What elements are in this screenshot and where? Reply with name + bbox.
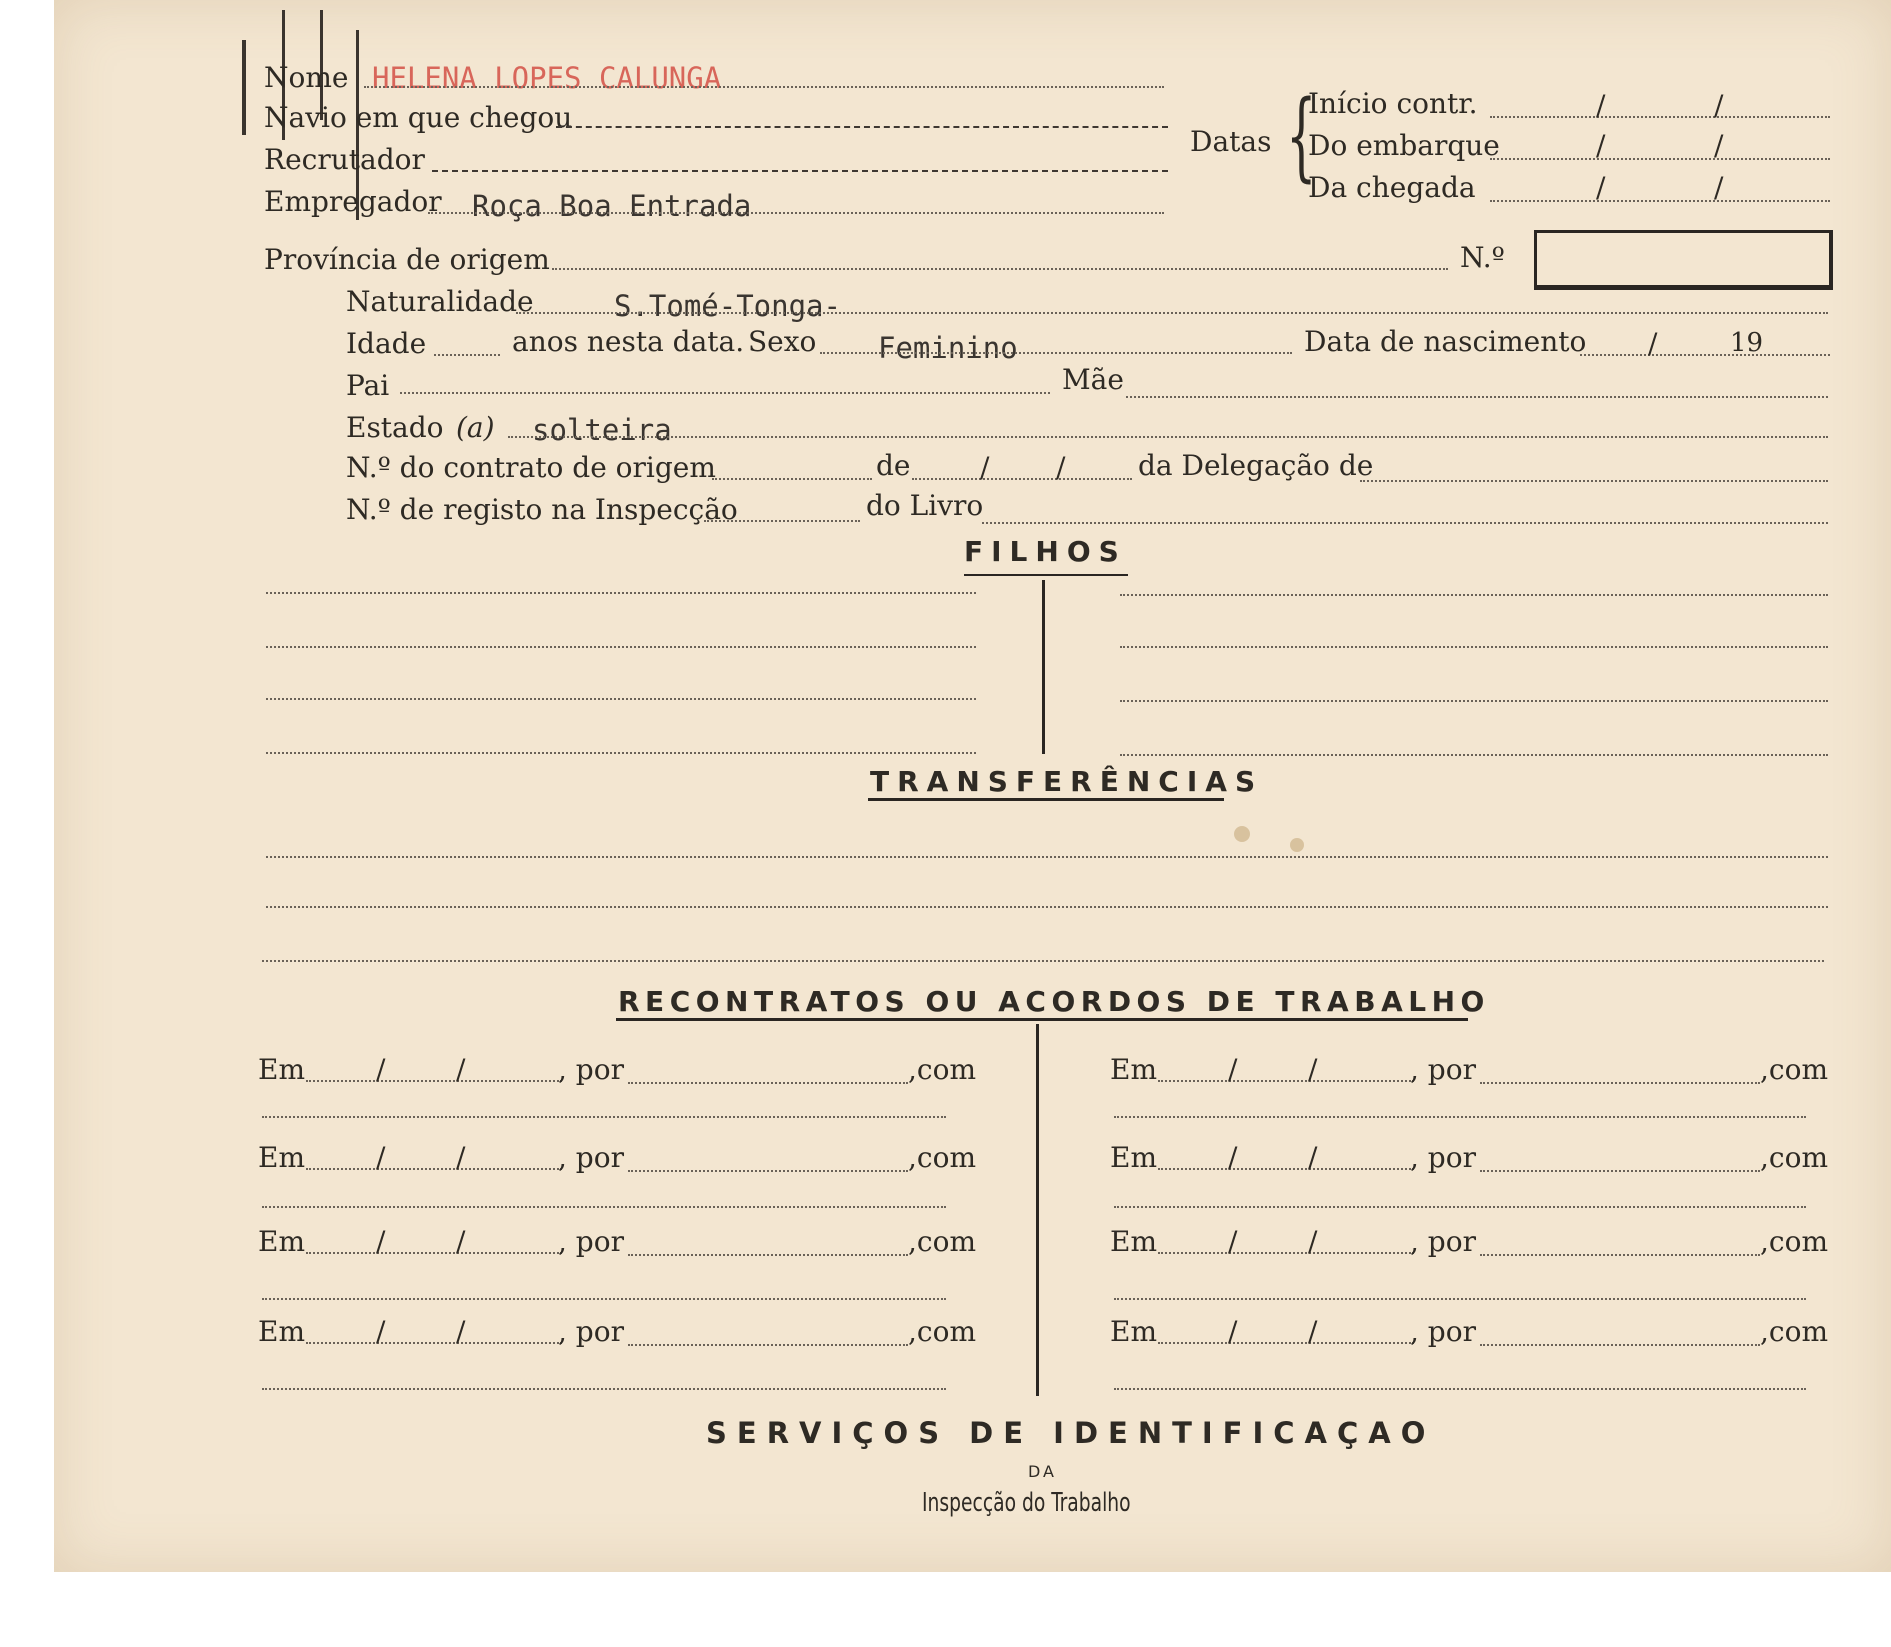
empregador-label: Empregador: [264, 185, 442, 218]
recontrato-date-line: [1158, 1252, 1414, 1254]
recontrato-por-line: [1480, 1170, 1760, 1172]
idade-line: [434, 354, 500, 356]
recontrato-em-label: Em: [258, 1315, 305, 1348]
naturalidade-value: S.Tomé-Tonga-: [614, 289, 841, 323]
transferencias-line: [266, 856, 1828, 858]
recontrato-por-label: , por: [1410, 1315, 1476, 1348]
estado-label: Estado: [346, 411, 444, 444]
transferencias-heading: TRANSFERÊNCIAS: [870, 765, 1264, 798]
slash: /: [1596, 89, 1606, 122]
navio-line: [556, 126, 1168, 128]
slash: /: [376, 1053, 386, 1086]
recontrato-continuation-line: [1114, 1116, 1806, 1118]
slash: /: [1308, 1315, 1318, 1348]
filhos-line: [1120, 594, 1828, 596]
slash: /: [456, 1225, 466, 1258]
sexo-line: [820, 352, 1292, 354]
recrutador-label: Recrutador: [264, 143, 425, 176]
recontrato-com-label: ,com: [1760, 1141, 1828, 1174]
delegacao-label: da Delegação de: [1138, 449, 1374, 482]
footer-da: DA: [1028, 1462, 1057, 1481]
slash: /: [980, 451, 990, 484]
recontrato-date-line: [1158, 1168, 1414, 1170]
recontrato-continuation-line: [262, 1388, 946, 1390]
recontrato-com-label: ,com: [908, 1141, 976, 1174]
navio-label: Navio em que chegou: [264, 101, 573, 134]
recontrato-em-label: Em: [1110, 1053, 1157, 1086]
slash: /: [1714, 171, 1724, 204]
numero-box: [1534, 230, 1833, 290]
filhos-line: [266, 646, 976, 648]
sexo-value: Feminino: [878, 331, 1018, 365]
nascimento-line: [1580, 354, 1830, 356]
recontrato-por-line: [1480, 1254, 1760, 1256]
de-label: de: [876, 449, 911, 482]
chegada-line: [1490, 200, 1830, 202]
stain: [1234, 826, 1250, 842]
naturalidade-label: Naturalidade: [346, 285, 534, 318]
recontrato-por-line: [1480, 1344, 1760, 1346]
recontrato-date-line: [1158, 1080, 1414, 1082]
recontrato-continuation-line: [1114, 1206, 1806, 1208]
recontrato-por-line: [628, 1082, 908, 1084]
livro-line: [982, 522, 1828, 524]
datas-label: Datas: [1190, 125, 1272, 158]
recontrato-date-line: [1158, 1342, 1414, 1344]
embarque-line: [1490, 158, 1830, 160]
inicio-label: Início contr.: [1308, 87, 1478, 120]
recontrato-com-label: ,com: [1760, 1225, 1828, 1258]
registo-label: N.º de registo na Inspecção: [346, 493, 738, 526]
transferencias-line: [266, 906, 1828, 908]
sexo-label: Sexo: [748, 325, 817, 358]
filhos-line: [266, 592, 976, 594]
recontrato-em-label: Em: [258, 1141, 305, 1174]
recontrato-date-line: [306, 1252, 562, 1254]
contrato-label: N.º do contrato de origem: [346, 451, 716, 484]
pai-label: Pai: [346, 369, 390, 402]
slash: /: [376, 1141, 386, 1174]
recontrato-date-line: [306, 1342, 562, 1344]
slash: /: [456, 1053, 466, 1086]
nascimento-label: Data de nascimento: [1304, 325, 1587, 358]
recontrato-date-line: [306, 1080, 562, 1082]
recontratos-divider: [1036, 1024, 1039, 1396]
recontrato-por-label: , por: [558, 1225, 624, 1258]
estado-line: [508, 436, 1828, 438]
filhos-heading: FILHOS: [964, 535, 1127, 568]
estado-suffix: (a): [456, 411, 495, 444]
recontrato-continuation-line: [1114, 1388, 1806, 1390]
slash: /: [376, 1225, 386, 1258]
numero-label: N.º: [1460, 241, 1505, 274]
slash: /: [1228, 1315, 1238, 1348]
nascimento-year-prefix: 19: [1730, 328, 1764, 358]
mae-label: Mãe: [1062, 363, 1124, 396]
recontrato-por-line: [628, 1254, 908, 1256]
recontrato-com-label: ,com: [1760, 1315, 1828, 1348]
anos-label: anos nesta data.: [512, 325, 745, 358]
recontrato-em-label: Em: [1110, 1141, 1157, 1174]
recontrato-por-label: , por: [1410, 1141, 1476, 1174]
recontrato-por-label: , por: [558, 1141, 624, 1174]
mae-line: [1126, 396, 1828, 398]
recrutador-line: [432, 170, 1168, 172]
slash: /: [1308, 1225, 1318, 1258]
contrato-line: [712, 478, 872, 480]
inicio-line: [1490, 116, 1830, 118]
filhos-line: [266, 752, 976, 754]
filhos-divider: [1042, 580, 1045, 754]
recontrato-por-label: , por: [1410, 1053, 1476, 1086]
slash: /: [1228, 1141, 1238, 1174]
recontrato-date-line: [306, 1168, 562, 1170]
recontrato-em-label: Em: [258, 1053, 305, 1086]
slash: /: [1228, 1053, 1238, 1086]
slash: /: [1228, 1225, 1238, 1258]
embarque-label: Do embarque: [1308, 129, 1500, 162]
slash: /: [1648, 327, 1658, 360]
recontrato-em-label: Em: [258, 1225, 305, 1258]
provincia-label: Província de origem: [264, 243, 550, 276]
slash: /: [1596, 171, 1606, 204]
slash: /: [1714, 129, 1724, 162]
filhos-line: [1120, 646, 1828, 648]
recontratos-heading: RECONTRATOS OU ACORDOS DE TRABALHO: [618, 985, 1490, 1018]
slash: /: [1714, 89, 1724, 122]
recontrato-continuation-line: [262, 1206, 946, 1208]
recontrato-em-label: Em: [1110, 1315, 1157, 1348]
nome-line: [364, 86, 1164, 88]
slash: /: [456, 1141, 466, 1174]
nome-value: HELENA LOPES CALUNGA: [372, 61, 722, 95]
idade-label: Idade: [346, 327, 427, 360]
stain: [1290, 838, 1304, 852]
nome-label: Nome: [264, 61, 349, 94]
transferencias-underline: [868, 798, 1224, 801]
transferencias-line: [262, 960, 1824, 962]
slash: /: [1056, 451, 1066, 484]
estado-value: solteira: [532, 413, 672, 447]
recontrato-em-label: Em: [1110, 1225, 1157, 1258]
recontratos-underline: [616, 1018, 1468, 1021]
pai-line: [400, 392, 1050, 394]
delegacao-line: [1360, 480, 1828, 482]
empregador-line: [428, 212, 1164, 214]
recontrato-com-label: ,com: [908, 1053, 976, 1086]
recontrato-com-label: ,com: [1760, 1053, 1828, 1086]
footer-title: SERVIÇOS DE IDENTIFICAÇAO: [706, 1416, 1436, 1450]
footer-subtitle: Inspecção do Trabalho: [922, 1488, 1131, 1518]
recontrato-por-line: [628, 1170, 908, 1172]
recontrato-por-line: [628, 1344, 908, 1346]
de-date-line: [912, 478, 1132, 480]
chegada-label: Da chegada: [1308, 171, 1476, 204]
recontrato-por-label: , por: [558, 1315, 624, 1348]
recontrato-por-label: , por: [558, 1053, 624, 1086]
recontrato-por-line: [1480, 1082, 1760, 1084]
slash: /: [1596, 129, 1606, 162]
filhos-line: [1120, 700, 1828, 702]
filhos-line: [266, 698, 976, 700]
recontrato-continuation-line: [1114, 1298, 1806, 1300]
registo-line: [704, 520, 860, 522]
naturalidade-line: [516, 312, 1828, 314]
brace-icon: {: [1286, 80, 1317, 192]
recontrato-com-label: ,com: [908, 1225, 976, 1258]
filhos-line: [1120, 754, 1828, 756]
filhos-underline: [964, 574, 1128, 576]
slash: /: [376, 1315, 386, 1348]
slash: /: [456, 1315, 466, 1348]
provincia-line: [552, 268, 1448, 270]
empregador-value: Roça Boa Entrada: [472, 189, 752, 223]
recontrato-por-label: , por: [1410, 1225, 1476, 1258]
recontrato-continuation-line: [262, 1298, 946, 1300]
recontrato-continuation-line: [262, 1116, 946, 1118]
ink-mark: [242, 40, 246, 135]
slash: /: [1308, 1141, 1318, 1174]
livro-label: do Livro: [866, 489, 984, 522]
recontrato-com-label: ,com: [908, 1315, 976, 1348]
slash: /: [1308, 1053, 1318, 1086]
